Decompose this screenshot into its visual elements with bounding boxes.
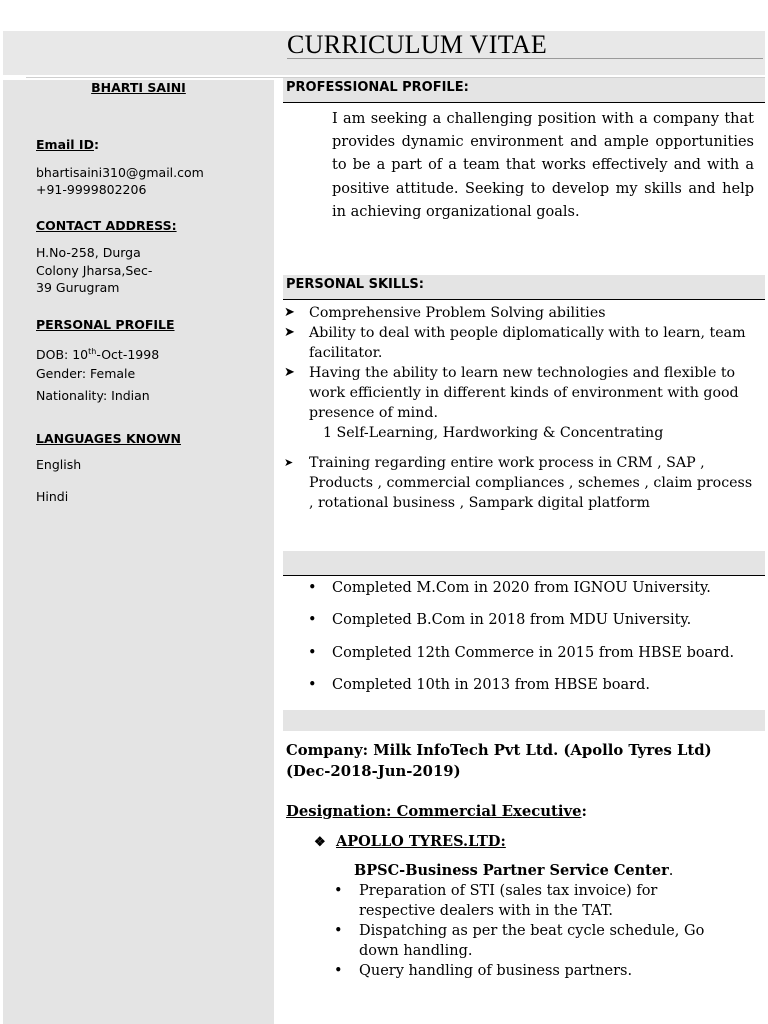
bullet-icon: • (334, 923, 343, 939)
bullet-icon: • (334, 883, 343, 899)
section-rule (283, 102, 765, 103)
arrow-bullet-icon: ➤ (284, 325, 295, 340)
arrow-bullet-icon: ➤ (284, 305, 295, 320)
language-item: Hindi (36, 489, 69, 504)
experience-bar (283, 710, 765, 731)
address-line: Colony Jharsa,Sec- (36, 263, 153, 278)
bullet-icon: • (308, 677, 317, 693)
section-rule (283, 299, 765, 300)
company-line: Company: Milk InfoTech Pvt Ltd. (Apollo Tyres Ltd) (286, 742, 712, 759)
gender: Gender: Female (36, 366, 136, 381)
employer: ❖ APOLLO TYRES.LTD: (314, 832, 506, 853)
duties-list (334, 881, 734, 981)
professional-profile-bar (283, 78, 765, 102)
language-item: English (36, 457, 82, 472)
skills-list (284, 303, 754, 513)
education-item: • Completed 12th Commerce in 2015 from HBSE board. (308, 645, 735, 661)
candidate-name: BHARTI SAINI (91, 80, 186, 95)
email-address: bhartisaini310@gmail.com (36, 165, 204, 180)
address-line: 39 Gurugram (36, 280, 120, 295)
page-title: CURRICULUM VITAE (287, 30, 548, 59)
designation: Designation: Commercial Executive: (286, 803, 587, 820)
professional-profile-heading: PROFESSIONAL PROFILE: (286, 80, 469, 95)
education-item: • Completed B.Com in 2018 from MDU University. (308, 612, 692, 628)
list-item: • Preparation of STI (sales tax invoice) for respective dealers with in the TAT. (334, 883, 658, 919)
bullet-icon: • (308, 612, 317, 628)
address-line: H.No-258, Durga (36, 245, 141, 260)
title-rule (287, 58, 763, 59)
list-item: ➤ Ability to deal with people diplomatically with to learn, team facilitator. (284, 325, 746, 361)
bullet-icon: • (334, 963, 343, 979)
education-bar (283, 551, 765, 575)
list-item: • Query handling of business partners. (334, 963, 633, 979)
personal-skills-bar (283, 275, 765, 299)
education-item: • Completed 10th in 2013 from HBSE board. (308, 677, 650, 693)
email-heading: Email ID: (36, 137, 99, 152)
bullet-icon: • (308, 645, 317, 661)
service-center: BPSC-Business Partner Service Center. (354, 862, 674, 879)
date-of-birth: DOB: 10th-Oct-1998 (36, 347, 160, 363)
nationality: Nationality: Indian (36, 388, 150, 403)
list-item: ➤ Having the ability to learn new technologies and flexible to work efficiently in different kinds of environment with good presence of mind. (284, 365, 739, 421)
contact-address-heading: CONTACT ADDRESS: (36, 218, 177, 233)
arrow-bullet-icon: ➤ (284, 456, 294, 469)
arrow-bullet-icon: ➤ (284, 365, 295, 380)
numbered-item: 1 Self-Learning, Hardworking & Concentrating (323, 425, 664, 441)
diamond-bullet-icon: ❖ (314, 835, 326, 850)
phone-number: +91-9999802206 (36, 182, 147, 197)
professional-profile-text: I am seeking a challenging position with a company that provides dynamic environment and ample opportunities to be a part of a team that works effectively and with a positive attitude. Seeking to develop my skills and help in achieving organizational goals. (332, 111, 754, 220)
sidebar (3, 80, 274, 1024)
company-period: (Dec-2018-Jun-2019) (286, 763, 461, 780)
personal-skills-heading: PERSONAL SKILLS: (286, 277, 424, 292)
personal-profile-heading: PERSONAL PROFILE (36, 317, 175, 332)
bullet-icon: • (308, 580, 317, 596)
section-rule (283, 575, 765, 576)
list-item: • Dispatching as per the beat cycle schedule, Go down handling. (334, 923, 705, 959)
list-item: ➤ Comprehensive Problem Solving abilities (284, 305, 606, 321)
education-item: • Completed M.Com in 2020 from IGNOU University. (308, 580, 711, 596)
list-item: ➤ Training regarding entire work process in CRM , SAP , Products , commercial compliances , schemes , claim process , rotational business , Sampark digital platform (284, 455, 753, 511)
languages-heading: LANGUAGES KNOWN (36, 431, 181, 446)
